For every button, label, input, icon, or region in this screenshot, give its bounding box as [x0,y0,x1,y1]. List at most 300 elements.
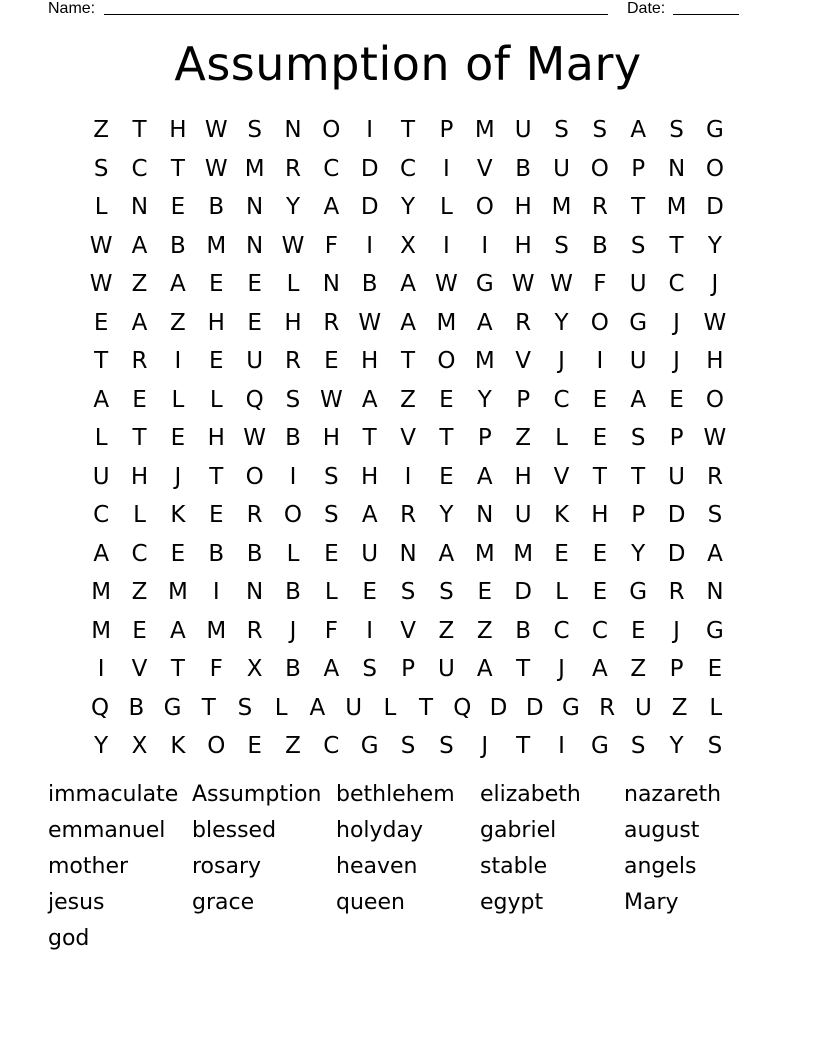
word-bank-item: stable [480,854,548,879]
grid-letter: T [132,425,147,451]
grid-letter: E [208,348,224,374]
grid-letter: V [400,425,416,451]
grid-letter: B [208,194,225,220]
grid-letter: I [366,617,374,644]
grid-letter: T [516,656,531,682]
grid-row [82,458,734,497]
grid-letter: S [400,579,416,605]
grid-letter: S [707,733,723,759]
grid-letter: S [630,425,646,451]
word-bank-item: grace [192,890,255,915]
grid-letter: R [668,579,685,605]
grid-letter: G [629,579,648,605]
grid-row [82,689,734,728]
grid-letter: L [555,425,568,451]
grid-letter: A [707,540,723,567]
grid-letter: G [706,117,724,143]
grid-letter: U [246,348,264,374]
grid-letter: T [631,463,646,490]
grid-letter: V [476,155,493,182]
grid-letter: E [247,733,262,759]
grid-letter: P [669,656,684,682]
grid-letter: F [324,617,338,644]
grid-letter: L [709,694,723,721]
word-bank-item: jesus [48,890,105,915]
grid-letter: C [591,617,608,644]
grid-letter: Y [439,502,454,528]
grid-letter: A [476,463,493,490]
grid-letter: F [593,271,607,297]
grid-letter: C [553,617,570,644]
grid-letter: V [553,463,570,490]
grid-letter: Y [631,540,646,567]
grid-letter: C [553,386,570,413]
word-bank-item: elizabeth [480,782,581,807]
grid-letter: T [439,425,454,451]
grid-letter: C [131,155,148,182]
grid-letter: A [630,386,647,413]
grid-letter: N [706,579,724,605]
grid-letter: I [443,232,450,259]
grid-letter: J [558,656,565,682]
grid-letter: Y [401,194,416,220]
word-bank-item: heaven [336,854,418,879]
word-bank-item: emmanuel [48,818,166,843]
grid-letter: M [474,117,495,143]
word-bank-item: Assumption [192,782,322,807]
grid-letter: W [703,425,727,451]
grid-letter: J [481,733,489,759]
grid-letter: Z [515,425,532,451]
grid-letter: X [131,733,148,759]
grid-letter: Z [438,617,455,644]
grid-letter: J [174,463,182,490]
grid-letter: E [170,194,186,220]
grid-letter: G [562,694,580,721]
word-bank-item: mother [48,854,129,879]
grid-letter: T [669,232,684,259]
grid-letter: E [170,425,186,451]
grid-letter: A [309,694,326,721]
grid-letter: E [170,540,186,567]
grid-letter: P [631,155,646,182]
grid-letter: E [132,386,147,413]
grid-letter: P [439,117,454,143]
grid-letter: B [208,540,225,567]
grid-letter: G [360,733,379,759]
grid-letter: Y [707,232,722,259]
grid-letter: W [319,386,343,413]
grid-letter: W [89,271,113,297]
date-blank-line [673,14,739,15]
grid-letter: A [170,617,186,644]
grid-letter: B [285,579,301,605]
word-bank-item: nazareth [624,782,722,807]
grid-letter: G [629,309,648,336]
grid-letter: B [246,540,263,567]
grid-letter: E [324,348,339,374]
grid-letter: E [554,540,569,567]
grid-letter: Q [453,694,472,721]
grid-letter: U [514,117,532,143]
grid-letter: J [673,617,680,644]
word-bank-item: holyday [336,818,424,843]
grid-letter: A [323,194,340,220]
grid-letter: W [511,271,535,297]
grid-letter: R [284,348,301,374]
grid-letter: M [474,348,495,374]
grid-letter: S [324,463,339,490]
grid-letter: I [97,656,105,682]
grid-letter: R [246,617,263,644]
grid-letter: S [592,117,608,143]
grid-letter: T [201,694,216,721]
grid-letter: S [630,232,646,259]
grid-row [82,727,734,766]
grid-letter: Z [285,733,301,759]
grid-letter: Z [671,694,688,721]
grid-letter: T [209,463,224,490]
grid-letter: O [283,502,303,528]
grid-letter: Z [476,617,493,644]
grid-letter: G [163,694,182,721]
grid-letter: E [324,540,339,567]
grid-letter: H [361,348,379,374]
grid-letter: Z [131,271,148,297]
grid-letter: L [440,194,453,220]
grid-letter: J [673,348,680,374]
page-title: Assumption of Mary [174,37,642,91]
grid-letter: U [361,540,379,567]
grid-letter: T [631,194,646,220]
grid-letter: N [476,502,494,528]
grid-letter: B [361,271,378,297]
grid-letter: M [91,617,112,644]
name-label: Name: [48,0,96,17]
word-bank [48,777,768,957]
grid-letter: B [515,155,532,182]
grid-row [82,227,734,266]
grid-letter: C [668,271,685,297]
grid-letter: L [209,386,223,413]
grid-letter: A [361,386,378,413]
grid-letter: O [705,386,724,413]
grid-letter: R [284,155,301,182]
grid-letter: Z [170,309,186,336]
grid-letter: H [591,502,609,528]
grid-letter: E [477,579,493,605]
grid-letter: M [206,617,227,644]
grid-letter: E [630,617,646,644]
grid-letter: D [360,194,379,220]
grid-letter: V [400,617,416,644]
grid-letter: E [247,271,262,297]
grid-letter: W [435,271,458,297]
grid-letter: M [91,579,112,605]
grid-letter: T [401,117,416,143]
grid-letter: M [206,232,227,259]
grid-letter: W [281,232,305,259]
grid-letter: P [631,502,646,528]
grid-letter: Z [93,117,110,143]
grid-letter: P [401,656,415,682]
grid-letter: A [400,309,416,336]
header-line [48,0,748,20]
date-label: Date: [627,0,666,17]
grid-row [82,304,734,343]
grid-letter: D [667,502,686,528]
grid-letter: N [322,271,340,297]
grid-letter: I [289,463,297,490]
grid-letter: Y [669,733,684,759]
grid-row [82,381,734,420]
grid-letter: M [167,579,188,605]
grid-letter: O [590,309,609,336]
grid-letter: A [93,386,110,413]
grid-letter: L [286,271,300,297]
grid-letter: S [554,117,569,143]
grid-letter: E [669,386,684,413]
grid-row [82,188,734,227]
grid-letter: H [706,348,724,374]
grid-letter: D [525,694,544,721]
grid-letter: E [247,309,262,336]
grid-row [82,496,734,535]
grid-letter: H [130,463,149,490]
grid-letter: L [94,425,108,451]
grid-letter: S [707,502,723,528]
grid-letter: E [439,386,454,413]
grid-letter: L [133,502,146,528]
grid-letter: C [93,502,110,528]
grid-letter: Z [131,579,148,605]
grid-letter: W [550,271,573,297]
grid-letter: Q [91,694,110,721]
name-blank-line [104,14,608,15]
grid-letter: C [323,155,340,182]
grid-letter: W [703,309,727,336]
grid-letter: S [237,694,253,721]
letter-grid [82,111,734,766]
grid-letter: I [481,232,489,259]
grid-letter: A [630,117,647,143]
grid-letter: H [514,463,532,490]
grid-letter: T [170,155,185,182]
grid-letter: A [93,540,110,567]
grid-letter: A [591,656,608,682]
grid-letter: O [437,348,456,374]
grid-letter: O [475,194,494,220]
grid-row [82,265,734,304]
grid-letter: U [92,463,110,490]
grid-letter: M [244,155,265,182]
grid-letter: F [209,656,223,682]
word-bank-item: angels [624,854,697,879]
grid-letter: E [592,579,608,605]
grid-letter: L [274,694,288,721]
grid-letter: D [360,155,379,182]
grid-letter: S [247,117,262,143]
grid-letter: W [89,232,113,259]
grid-letter: A [476,309,493,336]
grid-letter: H [284,309,302,336]
grid-letter: I [558,733,565,759]
grid-letter: G [590,733,609,759]
grid-letter: J [558,348,565,374]
grid-letter: X [400,232,416,259]
grid-letter: O [590,155,609,182]
grid-letter: T [170,656,185,682]
grid-letter: B [170,232,186,259]
grid-letter: C [400,155,417,182]
grid-letter: I [596,348,604,374]
grid-letter: S [439,733,454,759]
grid-letter: L [555,579,568,605]
grid-letter: W [204,155,228,182]
grid-letter: P [669,425,684,451]
grid-letter: D [706,194,724,220]
grid-letter: L [324,579,338,605]
grid-letter: C [131,540,148,567]
grid-letter: E [439,463,454,490]
grid-letter: A [400,271,416,297]
grid-letter: R [246,502,263,528]
grid-letter: E [208,271,224,297]
word-bank-item: blessed [192,818,277,843]
grid-letter: A [131,232,148,259]
grid-letter: S [400,733,416,759]
grid-letter: H [322,425,340,451]
grid-letter: E [208,502,224,528]
grid-letter: L [94,194,108,220]
grid-letter: B [128,694,145,721]
grid-letter: R [515,309,532,336]
grid-letter: M [666,194,687,220]
word-bank-item: immaculate [48,782,179,807]
grid-letter: W [358,309,382,336]
word-bank-item: bethlehem [336,782,455,807]
grid-letter: I [443,155,450,182]
grid-letter: O [245,463,264,490]
grid-letter: G [706,617,724,644]
grid-letter: L [171,386,185,413]
grid-letter: A [361,502,378,528]
grid-letter: H [169,117,187,143]
grid-letter: E [592,540,608,567]
grid-row [82,650,734,689]
grid-letter: E [93,309,109,336]
grid-letter: X [246,656,263,682]
grid-letter: H [207,425,225,451]
grid-letter: V [515,348,531,374]
grid-letter: T [362,425,377,451]
grid-letter: Y [554,309,569,336]
grid-letter: E [592,386,608,413]
word-bank-item: god [48,926,90,951]
grid-letter: S [324,502,339,528]
grid-letter: T [419,694,434,721]
grid-letter: B [285,656,301,682]
grid-letter: N [246,579,264,605]
grid-letter: E [132,617,147,644]
grid-letter: B [591,232,608,259]
grid-letter: Y [94,733,109,759]
grid-letter: H [207,309,225,336]
grid-letter: P [516,386,531,413]
grid-letter: N [246,232,264,259]
grid-row [82,342,734,381]
grid-letter: L [286,540,300,567]
grid-letter: S [554,232,569,259]
grid-row [82,111,734,150]
grid-letter: T [94,348,109,374]
grid-letter: M [513,540,534,567]
grid-letter: A [476,656,493,682]
grid-letter: I [174,348,182,374]
grid-letter: D [514,579,532,605]
grid-letter: H [361,463,379,490]
grid-letter: S [285,386,301,413]
grid-row [82,150,734,189]
grid-letter: I [404,463,412,490]
word-bank-item: august [624,818,700,843]
grid-letter: W [204,117,228,143]
grid-row [82,535,734,574]
grid-letter: R [400,502,417,528]
grid-letter: O [705,155,724,182]
grid-letter: U [629,348,647,374]
grid-letter: T [132,117,147,143]
grid-letter: A [170,271,186,297]
grid-letter: N [667,155,686,182]
grid-row [82,419,734,458]
grid-letter: K [170,502,186,528]
grid-letter: D [667,540,686,567]
grid-letter: S [362,656,377,682]
word-bank-item: gabriel [480,818,557,843]
grid-letter: A [131,309,148,336]
grid-letter: N [246,194,264,220]
grid-letter: J [711,271,719,297]
word-bank-item: egypt [480,890,544,915]
grid-letter: S [669,117,684,143]
grid-letter: R [131,348,148,374]
grid-letter: Y [477,386,492,413]
grid-letter: R [591,194,608,220]
grid-letter: T [401,348,416,374]
grid-letter: C [323,733,340,759]
grid-letter: U [345,694,363,721]
grid-letter: Y [285,194,300,220]
grid-letter: I [212,579,220,605]
grid-letter: N [284,117,302,143]
grid-letter: M [474,540,495,567]
grid-letter: K [170,733,186,759]
grid-letter: K [553,502,570,528]
grid-letter: S [93,155,109,182]
grid-letter: U [629,271,647,297]
grid-letter: H [514,194,532,220]
grid-letter: N [130,194,149,220]
grid-letter: A [438,540,455,567]
grid-letter: E [592,425,608,451]
grid-letter: U [437,656,455,682]
grid-letter: B [285,425,301,451]
grid-letter: G [475,271,494,297]
grid-letter: A [323,656,340,682]
grid-letter: J [289,617,297,644]
grid-letter: J [673,309,680,336]
